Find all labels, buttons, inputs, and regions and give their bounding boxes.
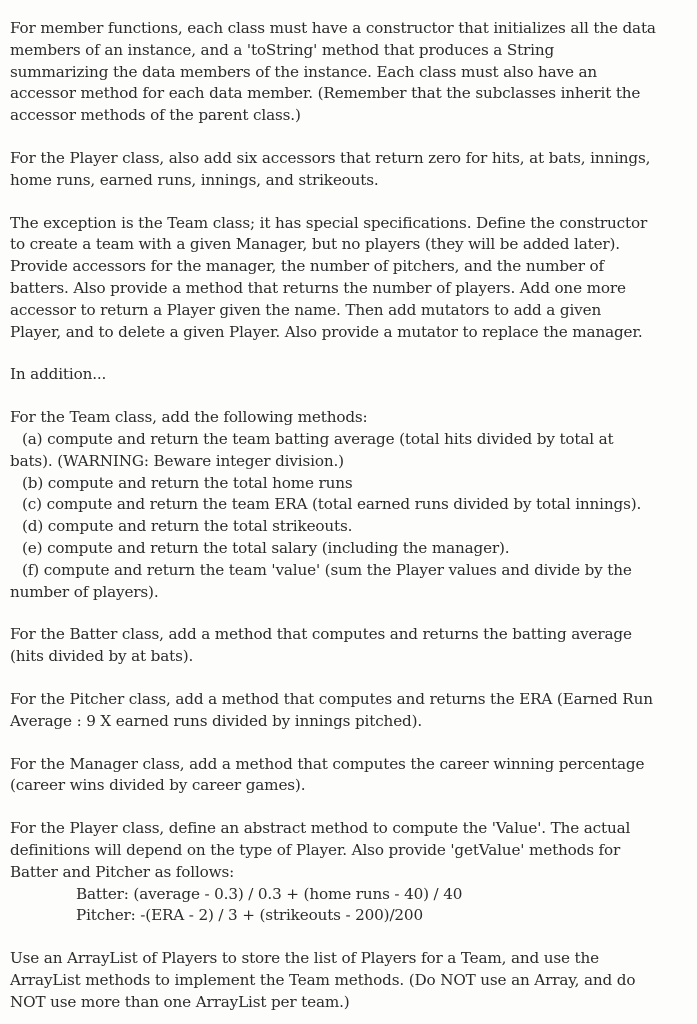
text-line: Player, and to delete a given Player. Also provide a mutator to replace the manager.	[10, 322, 643, 341]
list-item: (e) compute and return the total salary (including the manager).	[22, 538, 510, 557]
text-line: For the Team class, add the following methods:	[10, 408, 368, 427]
text-line: For the Pitcher class, add a method that computes and returns the ERA (Earned Run	[10, 689, 653, 708]
text-line: (hits divided by at bats).	[10, 647, 194, 666]
paragraph-player-accessors	[10, 148, 683, 192]
text-line: The exception is the Team class; it has special specifications. Define the constructor	[10, 213, 648, 232]
text-line: Use an ArrayList of Players to store the list of Players for a Team, and use the	[10, 949, 599, 968]
text-line: Provide accessors for the manager, the number of pitchers, and the number of	[10, 257, 605, 276]
text-line: to create a team with a given Manager, but no players (they will be added later).	[10, 235, 620, 254]
paragraph-team-methods	[10, 407, 683, 603]
text-line: ArrayList methods to implement the Team methods. (Do NOT use an Array, and do	[10, 970, 636, 989]
text-line: bats). (WARNING: Beware integer division.)	[10, 451, 344, 470]
text-line: In addition...	[10, 365, 107, 384]
text-line: For the Manager class, add a method that computes the career winning percentage	[10, 754, 645, 773]
text-line: members of an instance, and a 'toString' method that produces a String	[10, 40, 555, 59]
formula-pitcher: Pitcher: -(ERA - 2) / 3 + (strikeouts - 200)/200	[76, 906, 423, 925]
text-line: Average : 9 X earned runs divided by innings pitched).	[10, 711, 423, 730]
formula-batter: Batter: (average - 0.3) / 0.3 + (home runs - 40) / 40	[76, 884, 463, 903]
paragraph-manager-class	[10, 754, 683, 798]
text-line: accessor methods of the parent class.)	[10, 106, 301, 125]
paragraph-member-functions	[10, 18, 683, 127]
text-line: For member functions, each class must have a constructor that initializes all the data	[10, 19, 656, 37]
text-line: Batter and Pitcher as follows:	[10, 862, 235, 881]
list-item: (b) compute and return the total home runs	[22, 473, 353, 492]
paragraph-pitcher-class	[10, 689, 683, 733]
text-line: home runs, earned runs, innings, and strikeouts.	[10, 170, 379, 189]
list-item: (d) compute and return the total strikeouts.	[22, 517, 353, 536]
list-item: (f) compute and return the team 'value' (sum the Player values and divide by the	[22, 560, 632, 579]
text-line: For the Player class, also add six accessors that return zero for hits, at bats, innings,	[10, 148, 651, 167]
text-line: summarizing the data members of the instance. Each class must also have an	[10, 62, 598, 81]
text-line: number of players).	[10, 582, 159, 601]
text-line: (career wins divided by career games).	[10, 776, 306, 795]
text-line: batters. Also provide a method that returns the number of players. Add one more	[10, 278, 626, 297]
text-line: definitions will depend on the type of Player. Also provide 'getValue' methods for	[10, 840, 621, 859]
paragraph-player-value	[10, 818, 683, 927]
text-line: NOT use more than one ArrayList per team.)	[10, 992, 350, 1011]
list-item: (a) compute and return the team batting average (total hits divided by total at	[22, 429, 614, 448]
text-line: accessor to return a Player given the name. Then add mutators to add a given	[10, 300, 602, 319]
paragraph-team-exception	[10, 213, 683, 344]
text-line: For the Batter class, add a method that computes and returns the batting average	[10, 625, 632, 644]
list-item: (c) compute and return the team ERA (total earned runs divided by total innings).	[22, 495, 642, 514]
paragraph-arraylist	[10, 948, 683, 1013]
paragraph-in-addition	[10, 364, 683, 386]
paragraph-batter-class	[10, 624, 683, 668]
text-line: accessor method for each data member. (Remember that the subclasses inherit the	[10, 84, 641, 103]
text-line: For the Player class, define an abstract method to compute the 'Value'. The actual	[10, 819, 631, 838]
